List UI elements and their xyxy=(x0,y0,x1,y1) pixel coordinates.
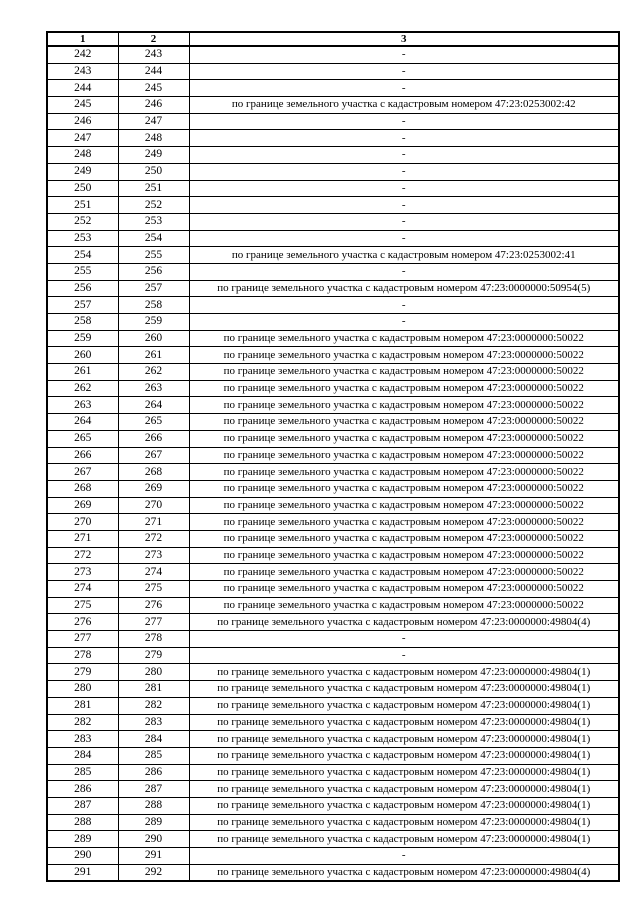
table-row xyxy=(47,781,619,798)
header-row xyxy=(47,32,619,46)
from-point-cell: 284 xyxy=(47,747,118,764)
boundary-description-cell: по границе земельного участка с кадастровым номером 47:23:0000000:50022 xyxy=(189,464,619,481)
table-row xyxy=(47,280,619,297)
to-point-cell: 249 xyxy=(118,147,189,164)
boundary-description-cell: - xyxy=(189,197,619,214)
from-point-cell: 266 xyxy=(47,447,118,464)
table-row xyxy=(47,464,619,481)
from-point-cell: 249 xyxy=(47,163,118,180)
table-row xyxy=(47,480,619,497)
boundary-description-cell: - xyxy=(189,63,619,80)
to-point-cell: 285 xyxy=(118,747,189,764)
table-row xyxy=(47,564,619,581)
to-point-cell: 255 xyxy=(118,247,189,264)
to-point-cell: 283 xyxy=(118,714,189,731)
to-point-cell: 292 xyxy=(118,864,189,881)
table-row xyxy=(47,597,619,614)
table-row xyxy=(47,647,619,664)
from-point-cell: 260 xyxy=(47,347,118,364)
table-body xyxy=(47,46,619,881)
boundary-description-cell: по границе земельного участка с кадастровым номером 47:23:0000000:49804(1) xyxy=(189,681,619,698)
table-row xyxy=(47,731,619,748)
boundary-description-cell: по границе земельного участка с кадастровым номером 47:23:0000000:50022 xyxy=(189,514,619,531)
from-point-cell: 244 xyxy=(47,80,118,97)
boundary-description-cell: по границе земельного участка с кадастровым номером 47:23:0000000:49804(1) xyxy=(189,731,619,748)
boundary-description-cell: по границе земельного участка с кадастровым номером 47:23:0000000:50022 xyxy=(189,480,619,497)
table-row xyxy=(47,247,619,264)
from-point-cell: 276 xyxy=(47,614,118,631)
table-row xyxy=(47,347,619,364)
boundary-description-cell: - xyxy=(189,647,619,664)
table-row xyxy=(47,530,619,547)
boundary-description-cell: по границе земельного участка с кадастровым номером 47:23:0000000:50022 xyxy=(189,597,619,614)
boundary-description-cell: по границе земельного участка с кадастровым номером 47:23:0000000:50022 xyxy=(189,330,619,347)
to-point-cell: 259 xyxy=(118,314,189,331)
boundary-description-cell: по границе земельного участка с кадастровым номером 47:23:0253002:41 xyxy=(189,247,619,264)
table-row xyxy=(47,297,619,314)
table-row xyxy=(47,447,619,464)
to-point-cell: 250 xyxy=(118,163,189,180)
to-point-cell: 276 xyxy=(118,597,189,614)
boundary-description-cell: - xyxy=(189,297,619,314)
from-point-cell: 271 xyxy=(47,530,118,547)
boundary-description-cell: по границе земельного участка с кадастровым номером 47:23:0000000:50022 xyxy=(189,364,619,381)
boundary-description-cell: - xyxy=(189,163,619,180)
boundary-description-cell: по границе земельного участка с кадастровым номером 47:23:0000000:49804(1) xyxy=(189,814,619,831)
from-point-cell: 289 xyxy=(47,831,118,848)
to-point-cell: 289 xyxy=(118,814,189,831)
from-point-cell: 255 xyxy=(47,263,118,280)
table-row xyxy=(47,814,619,831)
from-point-cell: 265 xyxy=(47,430,118,447)
to-point-cell: 243 xyxy=(118,46,189,63)
from-point-cell: 280 xyxy=(47,681,118,698)
to-point-cell: 261 xyxy=(118,347,189,364)
to-point-cell: 266 xyxy=(118,430,189,447)
table-header xyxy=(47,32,619,46)
boundary-description-cell: - xyxy=(189,46,619,63)
boundary-description-cell: по границе земельного участка с кадастровым номером 47:23:0000000:49804(1) xyxy=(189,797,619,814)
table-row xyxy=(47,163,619,180)
boundary-description-cell: по границе земельного участка с кадастровым номером 47:23:0000000:49804(1) xyxy=(189,697,619,714)
to-point-cell: 271 xyxy=(118,514,189,531)
to-point-cell: 281 xyxy=(118,681,189,698)
table-row xyxy=(47,430,619,447)
from-point-cell: 263 xyxy=(47,397,118,414)
boundary-description-cell: - xyxy=(189,213,619,230)
boundary-description-cell: - xyxy=(189,113,619,130)
table-row xyxy=(47,63,619,80)
to-point-cell: 286 xyxy=(118,764,189,781)
to-point-cell: 280 xyxy=(118,664,189,681)
from-point-cell: 258 xyxy=(47,314,118,331)
boundary-description-table xyxy=(46,31,620,882)
to-point-cell: 257 xyxy=(118,280,189,297)
boundary-description-cell: - xyxy=(189,314,619,331)
from-point-cell: 248 xyxy=(47,147,118,164)
from-point-cell: 262 xyxy=(47,380,118,397)
to-point-cell: 246 xyxy=(118,97,189,114)
boundary-description-cell: - xyxy=(189,80,619,97)
table-row xyxy=(47,581,619,598)
table-row xyxy=(47,414,619,431)
from-point-cell: 269 xyxy=(47,497,118,514)
boundary-description-cell: по границе земельного участка с кадастровым номером 47:23:0000000:50022 xyxy=(189,547,619,564)
boundary-description-cell: по границе земельного участка с кадастровым номером 47:23:0000000:49804(4) xyxy=(189,614,619,631)
table-row xyxy=(47,714,619,731)
from-point-cell: 285 xyxy=(47,764,118,781)
boundary-description-cell: по границе земельного участка с кадастровым номером 47:23:0000000:50022 xyxy=(189,430,619,447)
boundary-description-cell: по границе земельного участка с кадастровым номером 47:23:0000000:49804(4) xyxy=(189,864,619,881)
boundary-description-cell: по границе земельного участка с кадастровым номером 47:23:0000000:50022 xyxy=(189,564,619,581)
boundary-description-cell: по границе земельного участка с кадастровым номером 47:23:0000000:49804(1) xyxy=(189,747,619,764)
boundary-description-cell: по границе земельного участка с кадастровым номером 47:23:0000000:50022 xyxy=(189,397,619,414)
to-point-cell: 288 xyxy=(118,797,189,814)
boundary-description-cell: - xyxy=(189,130,619,147)
to-point-cell: 254 xyxy=(118,230,189,247)
from-point-cell: 291 xyxy=(47,864,118,881)
from-point-cell: 264 xyxy=(47,414,118,431)
to-point-cell: 284 xyxy=(118,731,189,748)
from-point-cell: 267 xyxy=(47,464,118,481)
from-point-cell: 278 xyxy=(47,647,118,664)
from-point-cell: 242 xyxy=(47,46,118,63)
to-point-cell: 267 xyxy=(118,447,189,464)
table-row xyxy=(47,113,619,130)
to-point-cell: 252 xyxy=(118,197,189,214)
from-point-cell: 247 xyxy=(47,130,118,147)
boundary-description-cell: по границе земельного участка с кадастровым номером 47:23:0000000:49804(1) xyxy=(189,831,619,848)
from-point-cell: 279 xyxy=(47,664,118,681)
to-point-cell: 251 xyxy=(118,180,189,197)
from-point-cell: 252 xyxy=(47,213,118,230)
to-point-cell: 273 xyxy=(118,547,189,564)
to-point-cell: 272 xyxy=(118,530,189,547)
boundary-description-cell: по границе земельного участка с кадастровым номером 47:23:0000000:50022 xyxy=(189,497,619,514)
to-point-cell: 290 xyxy=(118,831,189,848)
table-row xyxy=(47,497,619,514)
table-row xyxy=(47,314,619,331)
from-point-cell: 253 xyxy=(47,230,118,247)
table-row xyxy=(47,631,619,648)
table-row xyxy=(47,514,619,531)
from-point-cell: 287 xyxy=(47,797,118,814)
to-point-cell: 277 xyxy=(118,614,189,631)
table-row xyxy=(47,864,619,881)
header-col-2: 2 xyxy=(118,32,189,46)
from-point-cell: 277 xyxy=(47,631,118,648)
header-col-1: 1 xyxy=(47,32,118,46)
table-row xyxy=(47,397,619,414)
to-point-cell: 263 xyxy=(118,380,189,397)
table-row xyxy=(47,180,619,197)
boundary-description-cell: по границе земельного участка с кадастровым номером 47:23:0000000:50022 xyxy=(189,347,619,364)
to-point-cell: 256 xyxy=(118,263,189,280)
boundary-description-cell: по границе земельного участка с кадастровым номером 47:23:0000000:50022 xyxy=(189,581,619,598)
from-point-cell: 256 xyxy=(47,280,118,297)
from-point-cell: 274 xyxy=(47,581,118,598)
from-point-cell: 259 xyxy=(47,330,118,347)
from-point-cell: 257 xyxy=(47,297,118,314)
from-point-cell: 270 xyxy=(47,514,118,531)
table-row xyxy=(47,797,619,814)
table-row xyxy=(47,681,619,698)
from-point-cell: 275 xyxy=(47,597,118,614)
boundary-description-cell: по границе земельного участка с кадастровым номером 47:23:0000000:49804(1) xyxy=(189,781,619,798)
table-row xyxy=(47,364,619,381)
from-point-cell: 261 xyxy=(47,364,118,381)
to-point-cell: 279 xyxy=(118,647,189,664)
from-point-cell: 281 xyxy=(47,697,118,714)
boundary-description-cell: - xyxy=(189,147,619,164)
to-point-cell: 270 xyxy=(118,497,189,514)
table-row xyxy=(47,848,619,865)
to-point-cell: 275 xyxy=(118,581,189,598)
from-point-cell: 243 xyxy=(47,63,118,80)
table-row xyxy=(47,764,619,781)
table-row xyxy=(47,330,619,347)
to-point-cell: 244 xyxy=(118,63,189,80)
to-point-cell: 248 xyxy=(118,130,189,147)
to-point-cell: 282 xyxy=(118,697,189,714)
to-point-cell: 245 xyxy=(118,80,189,97)
header-col-3: 3 xyxy=(189,32,619,46)
to-point-cell: 268 xyxy=(118,464,189,481)
boundary-description-cell: по границе земельного участка с кадастровым номером 47:23:0000000:49804(1) xyxy=(189,664,619,681)
from-point-cell: 290 xyxy=(47,848,118,865)
to-point-cell: 247 xyxy=(118,113,189,130)
from-point-cell: 245 xyxy=(47,97,118,114)
boundary-description-cell: - xyxy=(189,631,619,648)
table-row xyxy=(47,614,619,631)
table-row xyxy=(47,664,619,681)
boundary-description-cell: по границе земельного участка с кадастровым номером 47:23:0000000:50022 xyxy=(189,530,619,547)
to-point-cell: 287 xyxy=(118,781,189,798)
boundary-description-cell: по границе земельного участка с кадастровым номером 47:23:0000000:49804(1) xyxy=(189,764,619,781)
boundary-description-cell: - xyxy=(189,848,619,865)
to-point-cell: 253 xyxy=(118,213,189,230)
table-row xyxy=(47,380,619,397)
table-row xyxy=(47,697,619,714)
from-point-cell: 288 xyxy=(47,814,118,831)
table-row xyxy=(47,831,619,848)
to-point-cell: 269 xyxy=(118,480,189,497)
boundary-description-cell: - xyxy=(189,180,619,197)
table-row xyxy=(47,213,619,230)
boundary-description-cell: по границе земельного участка с кадастровым номером 47:23:0000000:50022 xyxy=(189,447,619,464)
table-row xyxy=(47,747,619,764)
to-point-cell: 258 xyxy=(118,297,189,314)
boundary-description-cell: по границе земельного участка с кадастровым номером 47:23:0000000:50954(5) xyxy=(189,280,619,297)
from-point-cell: 273 xyxy=(47,564,118,581)
table-row xyxy=(47,97,619,114)
to-point-cell: 291 xyxy=(118,848,189,865)
from-point-cell: 246 xyxy=(47,113,118,130)
from-point-cell: 283 xyxy=(47,731,118,748)
table-row xyxy=(47,46,619,63)
to-point-cell: 274 xyxy=(118,564,189,581)
from-point-cell: 251 xyxy=(47,197,118,214)
boundary-description-cell: - xyxy=(189,263,619,280)
table-row xyxy=(47,130,619,147)
boundary-description-cell: по границе земельного участка с кадастровым номером 47:23:0000000:50022 xyxy=(189,380,619,397)
table-row xyxy=(47,263,619,280)
from-point-cell: 272 xyxy=(47,547,118,564)
from-point-cell: 282 xyxy=(47,714,118,731)
from-point-cell: 254 xyxy=(47,247,118,264)
from-point-cell: 268 xyxy=(47,480,118,497)
to-point-cell: 265 xyxy=(118,414,189,431)
table-row xyxy=(47,147,619,164)
to-point-cell: 260 xyxy=(118,330,189,347)
boundary-description-cell: - xyxy=(189,230,619,247)
table-row xyxy=(47,230,619,247)
to-point-cell: 262 xyxy=(118,364,189,381)
from-point-cell: 286 xyxy=(47,781,118,798)
to-point-cell: 264 xyxy=(118,397,189,414)
to-point-cell: 278 xyxy=(118,631,189,648)
table-row xyxy=(47,197,619,214)
boundary-description-cell: по границе земельного участка с кадастровым номером 47:23:0253002:42 xyxy=(189,97,619,114)
boundary-description-cell: по границе земельного участка с кадастровым номером 47:23:0000000:50022 xyxy=(189,414,619,431)
from-point-cell: 250 xyxy=(47,180,118,197)
boundary-description-cell: по границе земельного участка с кадастровым номером 47:23:0000000:49804(1) xyxy=(189,714,619,731)
table-row xyxy=(47,547,619,564)
table-row xyxy=(47,80,619,97)
